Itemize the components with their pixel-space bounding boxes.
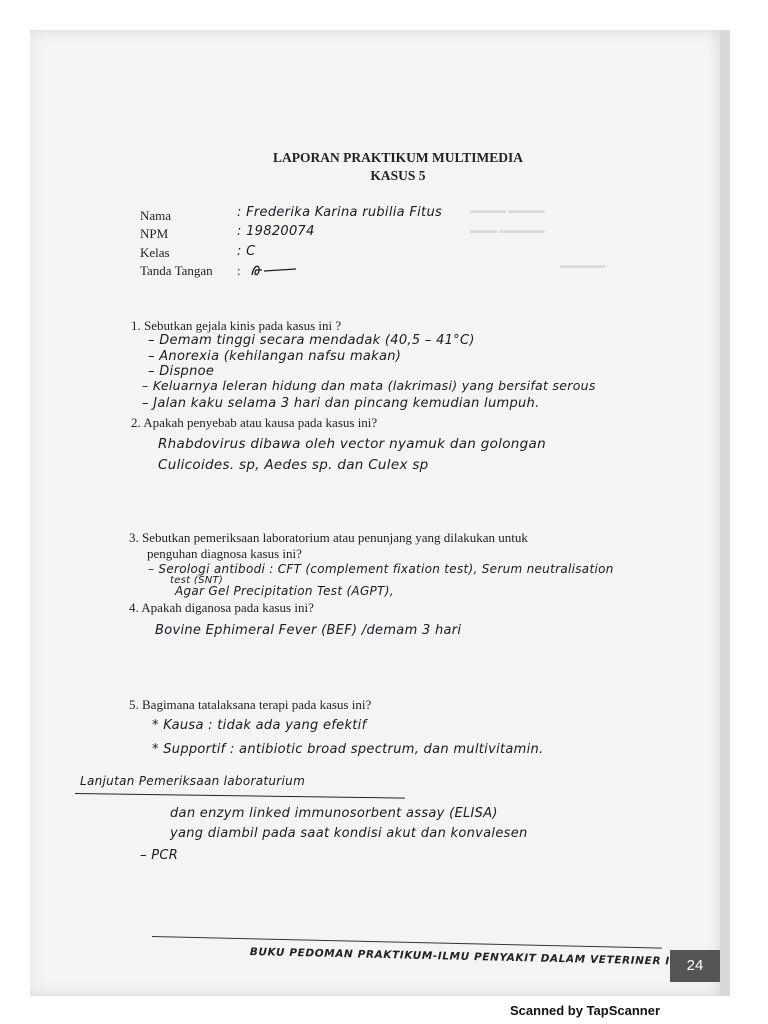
footer-book-title: BUKU PEDOMAN PRAKTIKUM-ILMU PENYAKIT DALAM VETERINER I — [249, 946, 670, 968]
answer-4: Bovine Ephimeral Fever (BEF) /demam 3 hari — [155, 623, 462, 638]
answer-2-line-2: Culicoides. sp, Aedes sp. dan Culex sp — [158, 457, 429, 473]
tanda-tangan-colon: : — [237, 263, 241, 278]
question-4: 4. Apakah diganosa pada kasus ini? — [129, 600, 314, 615]
label-tanda-tangan: Tanda Tangan — [140, 263, 213, 278]
bleed-through-text: ▬▬▬▬ ▬▬▬▬ — [470, 205, 545, 215]
answer-1-line-3: – Dispnoe — [148, 364, 215, 379]
page-number: 24 — [670, 950, 720, 982]
answer-2-line-1: Rhabdovirus dibawa oleh vector nyamuk dan golongan — [158, 436, 546, 452]
page-edge-shadow — [720, 30, 730, 996]
label-npm: NPM — [140, 226, 169, 241]
answer-5-line-2: * Supportif : antibiotic broad spectrum, dan multivitamin. — [152, 742, 544, 757]
continuation-line-2: yang diambil pada saat kondisi akut dan konvalesen — [170, 826, 528, 841]
value-kelas: : C — [237, 244, 256, 259]
question-2: 2. Apakah penyebab atau kausa pada kasus ini? — [131, 415, 378, 430]
bleed-through-text: ▬▬▬▬▬ — [560, 260, 605, 270]
scanner-watermark: Scanned by TapScanner — [510, 1003, 661, 1018]
answer-3-line-3: Agar Gel Precipitation Test (AGPT), — [175, 584, 394, 598]
question-3-line-2: penguhan diagnosa kasus ini? — [147, 546, 302, 561]
answer-1-line-4: – Keluarnya leleran hidung dan mata (lakrimasi) yang bersifat serous — [142, 378, 596, 393]
report-subtitle: KASUS 5 — [370, 168, 426, 183]
label-nama: Nama — [140, 208, 172, 223]
question-1: 1. Sebutkan gejala kinis pada kasus ini ? — [131, 318, 342, 333]
signature-image — [250, 262, 298, 278]
answer-3-line-1: – Serologi antibodi : CFT (complement fixation test), Serum neutralisation — [148, 562, 614, 576]
report-title: LAPORAN PRAKTIKUM MULTIMEDIA — [272, 150, 523, 165]
value-nama: : Frederika Karina rubilia Fitus — [237, 205, 443, 220]
answer-1-line-5: – Jalan kaku selama 3 hari dan pincang kemudian lumpuh. — [142, 396, 540, 411]
continuation-line-1: dan enzym linked immunosorbent assay (ELISA) — [170, 806, 498, 821]
continuation-heading: Lanjutan Pemeriksaan laboraturium — [80, 774, 306, 788]
question-5: 5. Bagimana tatalaksana terapi pada kasus ini? — [129, 697, 372, 712]
answer-3-line-2: test (SNT) — [170, 575, 224, 586]
value-npm: : 19820074 — [237, 224, 315, 239]
label-kelas: Kelas — [140, 245, 170, 260]
answer-5-line-1: * Kausa : tidak ada yang efektif — [152, 718, 367, 733]
bleed-through-text: ▬▬▬ ▬▬▬▬▬ — [470, 225, 545, 235]
answer-1-line-2: – Anorexia (kehilangan nafsu makan) — [148, 349, 402, 364]
continuation-line-3: – PCR — [140, 848, 179, 863]
answer-1-line-1: – Demam tinggi secara mendadak (40,5 – 41°C) — [148, 333, 475, 348]
question-3-line-1: 3. Sebutkan pemeriksaan laboratorium atau penunjang yang dilakukan untuk — [129, 530, 528, 545]
